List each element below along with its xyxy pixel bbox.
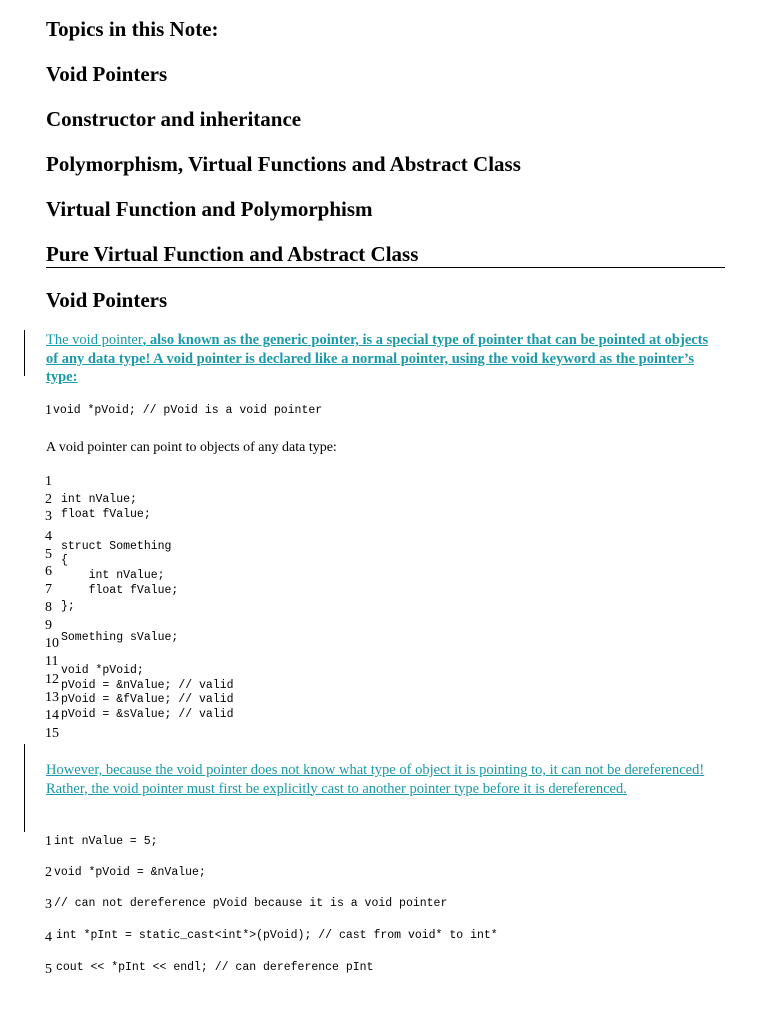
line-number: 6: [45, 564, 52, 579]
topic-virtual-function: Virtual Function and Polymorphism: [46, 197, 373, 221]
line-number: 3: [45, 509, 52, 524]
line-number: 14: [45, 708, 59, 723]
dereference-paragraph: However, because the void pointer does not know what type of object it is pointing to, it can not be dereferenced! Rather, the void pointer must first be explicitly cast to another pointer type before it is dereferenced.: [46, 762, 705, 797]
code-line: void *pVoid; // pVoid is a void pointer: [53, 404, 323, 417]
line-number: 4: [45, 930, 52, 945]
line-number: 8: [45, 600, 52, 615]
line-number: 2: [45, 865, 52, 880]
intro-paragraph: [46, 331, 714, 387]
code-line: cout << *pInt << endl; // can dereference pInt: [56, 961, 374, 974]
line-number: 5: [45, 962, 52, 977]
code-line: void *pVoid;: [61, 664, 144, 677]
code-line: };: [61, 600, 75, 613]
line-number: 2: [45, 492, 52, 507]
section-divider: [46, 267, 725, 268]
line-number: 1: [45, 474, 52, 489]
code-line: // can not dereference pVoid because it is a void pointer: [54, 897, 448, 910]
section-heading: Void Pointers: [46, 288, 168, 312]
line-number: 11: [45, 654, 59, 669]
change-bar: [24, 330, 25, 376]
code-line: void *pVoid = &nValue;: [54, 866, 206, 879]
line-number: 9: [45, 618, 52, 633]
line-number: 1: [45, 403, 52, 418]
code-line: Something sValue;: [61, 631, 179, 644]
intro-plain: The: [46, 332, 73, 348]
code-line: int *pInt = static_cast<int*>(pVoid); // cast from void* to int*: [56, 929, 498, 942]
line-number: 12: [45, 672, 59, 687]
line-number: 7: [45, 582, 52, 597]
code-line: int nValue;: [61, 569, 165, 582]
code-line: int nValue;: [61, 493, 137, 506]
topic-pure-virtual: Pure Virtual Function and Abstract Class: [46, 242, 419, 266]
line-number: 5: [45, 547, 52, 562]
void-pointer-link[interactable]: void pointer: [72, 332, 143, 348]
code-line: int nValue = 5;: [54, 835, 158, 848]
line-number: 3: [45, 897, 52, 912]
line-number: 13: [45, 690, 59, 705]
code-line: {: [61, 554, 68, 567]
line-number: 10: [45, 636, 59, 651]
topic-void-pointers: Void Pointers: [46, 62, 168, 86]
line-number: 1: [45, 834, 52, 849]
line-number: 15: [45, 726, 59, 741]
topics-heading: Topics in this Note:: [46, 17, 219, 41]
code-line: pVoid = &nValue; // valid: [61, 679, 234, 692]
intro-bold: , also known as the generic pointer, is a special type of pointer that can be pointed at objects of any data type! A void pointer is declared like a normal pointer, using the void keyword as the pointer’s type:: [46, 332, 709, 385]
code-line: float fValue;: [61, 508, 151, 521]
topic-polymorphism: Polymorphism, Virtual Functions and Abstract Class: [46, 152, 521, 176]
topic-constructor-inheritance: Constructor and inheritance: [46, 107, 302, 131]
line-number: 4: [45, 529, 52, 544]
change-bar: [24, 744, 25, 832]
code-line: pVoid = &sValue; // valid: [61, 708, 234, 721]
code-line: pVoid = &fValue; // valid: [61, 693, 234, 706]
code-line: float fValue;: [61, 584, 179, 597]
code-line: struct Something: [61, 540, 172, 553]
body-text: A void pointer can point to objects of any data type:: [46, 440, 337, 455]
